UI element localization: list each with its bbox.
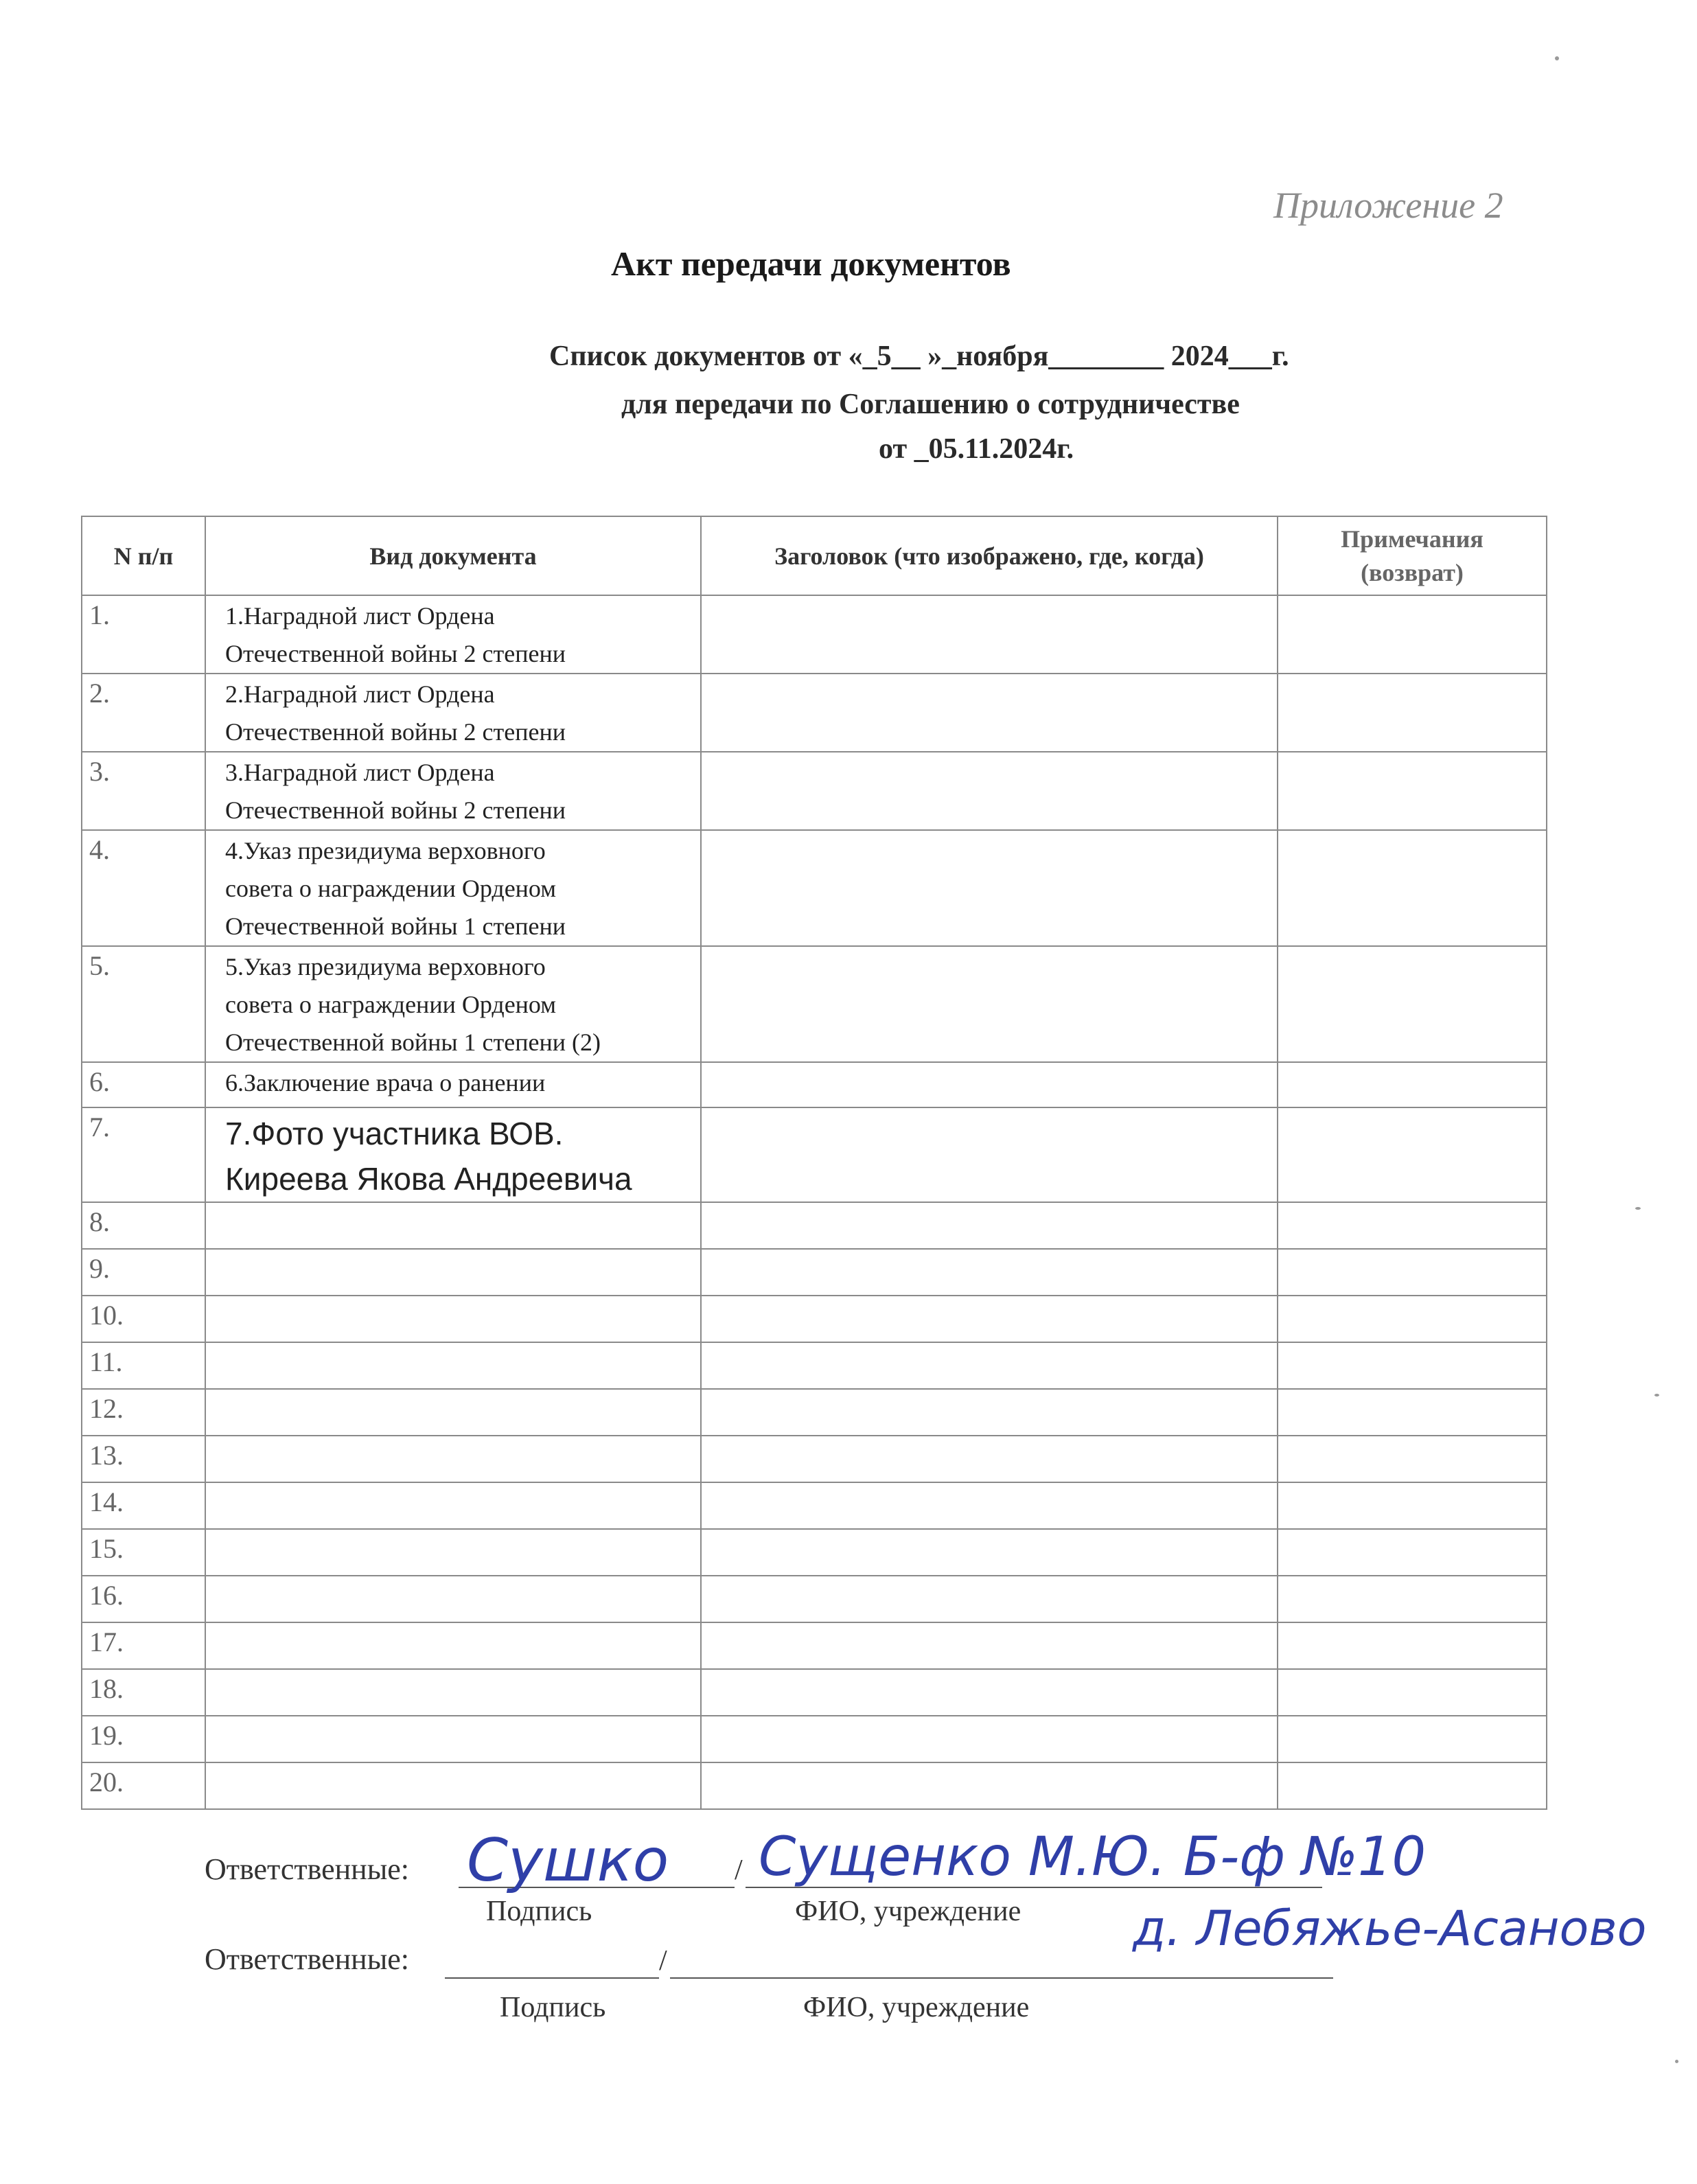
scan-speck (1555, 56, 1559, 60)
row-number: 9. (82, 1249, 205, 1296)
row-document-type (205, 1622, 701, 1669)
caption-signature-1: Подпись (486, 1896, 592, 1927)
row-title (701, 1436, 1278, 1482)
row-document-type (205, 1296, 701, 1342)
row-number: 20. (82, 1762, 205, 1809)
row-number: 2. (82, 674, 205, 752)
row-title (701, 1622, 1278, 1669)
row-notes (1278, 1249, 1547, 1296)
row-document-type (205, 1716, 701, 1762)
row-document-type: 1.Наградной лист Ордена Отечественной войны 2 степени (205, 595, 701, 674)
row-document-type: 3.Наградной лист Ордена Отечественной войны 2 степени (205, 752, 701, 830)
scan-speck (1675, 2060, 1678, 2063)
row-document-type: 4.Указ президиума верховного совета о награждении Орденом Отечественной войны 1 степени (205, 830, 701, 946)
row-number: 5. (82, 946, 205, 1062)
row-title (701, 1529, 1278, 1576)
row-title (701, 1249, 1278, 1296)
row-number: 19. (82, 1716, 205, 1762)
row-title (701, 1296, 1278, 1342)
row-number: 4. (82, 830, 205, 946)
row-document-type (205, 1342, 701, 1389)
fio-line-2 (670, 1977, 1333, 1979)
row-notes (1278, 595, 1547, 674)
caption-fio-2: ФИО, учреждение (803, 1992, 1030, 2023)
row-notes (1278, 1762, 1547, 1809)
row-document-type: 7.Фото участника ВОВ. Киреева Якова Андреевича (205, 1107, 701, 1202)
row-number: 11. (82, 1342, 205, 1389)
row-notes (1278, 674, 1547, 752)
row-title (701, 752, 1278, 830)
table-row (82, 1716, 1547, 1762)
row-title (701, 1576, 1278, 1622)
row-document-type (205, 1249, 701, 1296)
row-document-type: 6.Заключение врача о ранении (205, 1062, 701, 1107)
row-notes (1278, 1202, 1547, 1249)
table-row (82, 1669, 1547, 1716)
row-notes (1278, 830, 1547, 946)
row-notes (1278, 1062, 1547, 1107)
subtitle-agreement-date: от _05.11.2024г. (879, 433, 1074, 465)
row-title (701, 1482, 1278, 1529)
table-row (82, 1249, 1547, 1296)
row-notes (1278, 1669, 1547, 1716)
row-title (701, 1762, 1278, 1809)
row-number: 10. (82, 1296, 205, 1342)
separator-2: / (659, 1945, 667, 1977)
table-body (82, 595, 1547, 1809)
table-row (82, 1529, 1547, 1576)
row-number: 6. (82, 1062, 205, 1107)
table-row (82, 752, 1547, 830)
row-title (701, 830, 1278, 946)
table-row (82, 1576, 1547, 1622)
scan-speck (1635, 1207, 1641, 1210)
scan-speck (1654, 1394, 1659, 1396)
row-title (701, 595, 1278, 674)
row-title (701, 1202, 1278, 1249)
responsible-label-2: Ответственные: (205, 1942, 410, 1976)
table-row (82, 1436, 1547, 1482)
row-notes (1278, 1296, 1547, 1342)
row-number: 15. (82, 1529, 205, 1576)
row-number: 1. (82, 595, 205, 674)
row-document-type (205, 1482, 701, 1529)
row-notes (1278, 1342, 1547, 1389)
row-notes (1278, 1482, 1547, 1529)
table-row (82, 1107, 1547, 1202)
table-row (82, 595, 1547, 674)
row-number: 17. (82, 1622, 205, 1669)
table-row (82, 830, 1547, 946)
table-row (82, 1482, 1547, 1529)
caption-signature-2: Подпись (500, 1992, 606, 2023)
handwritten-signature: Сушко (467, 1826, 669, 1895)
row-notes (1278, 946, 1547, 1062)
table-row (82, 1389, 1547, 1436)
row-document-type (205, 1762, 701, 1809)
table-header-row (82, 516, 1547, 595)
table-row (82, 1622, 1547, 1669)
row-notes (1278, 1436, 1547, 1482)
column-header-title: Заголовок (что изображено, где, когда) (701, 516, 1278, 595)
table-row (82, 1062, 1547, 1107)
caption-fio-1: ФИО, учреждение (795, 1896, 1021, 1927)
row-number: 7. (82, 1107, 205, 1202)
row-notes (1278, 1576, 1547, 1622)
row-document-type (205, 1389, 701, 1436)
subtitle-date-line: Список документов от «_5__ »_ноября________ 2024___г. (549, 341, 1289, 372)
row-title (701, 1669, 1278, 1716)
column-header-document-type: Вид документа (205, 516, 701, 595)
row-notes (1278, 1716, 1547, 1762)
document-title-text: Акт передачи документов (611, 244, 1011, 283)
row-number: 8. (82, 1202, 205, 1249)
table-row (82, 1762, 1547, 1809)
table-row (82, 1202, 1547, 1249)
row-title (701, 1389, 1278, 1436)
table-row (82, 946, 1547, 1062)
table-row (82, 1342, 1547, 1389)
row-title (701, 1342, 1278, 1389)
responsible-label-1: Ответственные: (205, 1852, 410, 1886)
table-row (82, 674, 1547, 752)
row-title (701, 674, 1278, 752)
row-notes (1278, 1529, 1547, 1576)
subtitle-agreement-line: для передачи по Соглашению о сотрудничестве (621, 389, 1240, 420)
column-header-number: N п/п (82, 516, 205, 595)
row-document-type: 2.Наградной лист Ордена Отечественной войны 2 степени (205, 674, 701, 752)
row-title (701, 1062, 1278, 1107)
row-document-type (205, 1669, 701, 1716)
row-number: 14. (82, 1482, 205, 1529)
column-header-notes (1278, 516, 1547, 595)
handwritten-place: д. Лебяжье-Асаново (1133, 1900, 1647, 1957)
column-header-notes-text: Примечания (возврат) (1341, 525, 1484, 586)
row-number: 3. (82, 752, 205, 830)
row-number: 13. (82, 1436, 205, 1482)
row-notes (1278, 1622, 1547, 1669)
row-title (701, 1107, 1278, 1202)
separator-1: / (735, 1854, 743, 1886)
documents-table (81, 516, 1547, 1810)
handwritten-fio: Сущенко М.Ю. Б-ф №10 (759, 1826, 1427, 1888)
row-title (701, 946, 1278, 1062)
row-number: 12. (82, 1389, 205, 1436)
row-number: 16. (82, 1576, 205, 1622)
row-document-type (205, 1202, 701, 1249)
signature-line-2 (445, 1977, 659, 1979)
row-document-type (205, 1529, 701, 1576)
row-document-type (205, 1436, 701, 1482)
row-document-type (205, 1576, 701, 1622)
row-title (701, 1716, 1278, 1762)
row-number: 18. (82, 1669, 205, 1716)
row-document-type: 5.Указ президиума верховного совета о награждении Орденом Отечественной войны 1 степени (2) (205, 946, 701, 1062)
appendix-label: Приложение 2 (1273, 185, 1503, 226)
table-row (82, 1296, 1547, 1342)
row-notes (1278, 1389, 1547, 1436)
row-notes (1278, 1107, 1547, 1202)
row-notes (1278, 752, 1547, 830)
